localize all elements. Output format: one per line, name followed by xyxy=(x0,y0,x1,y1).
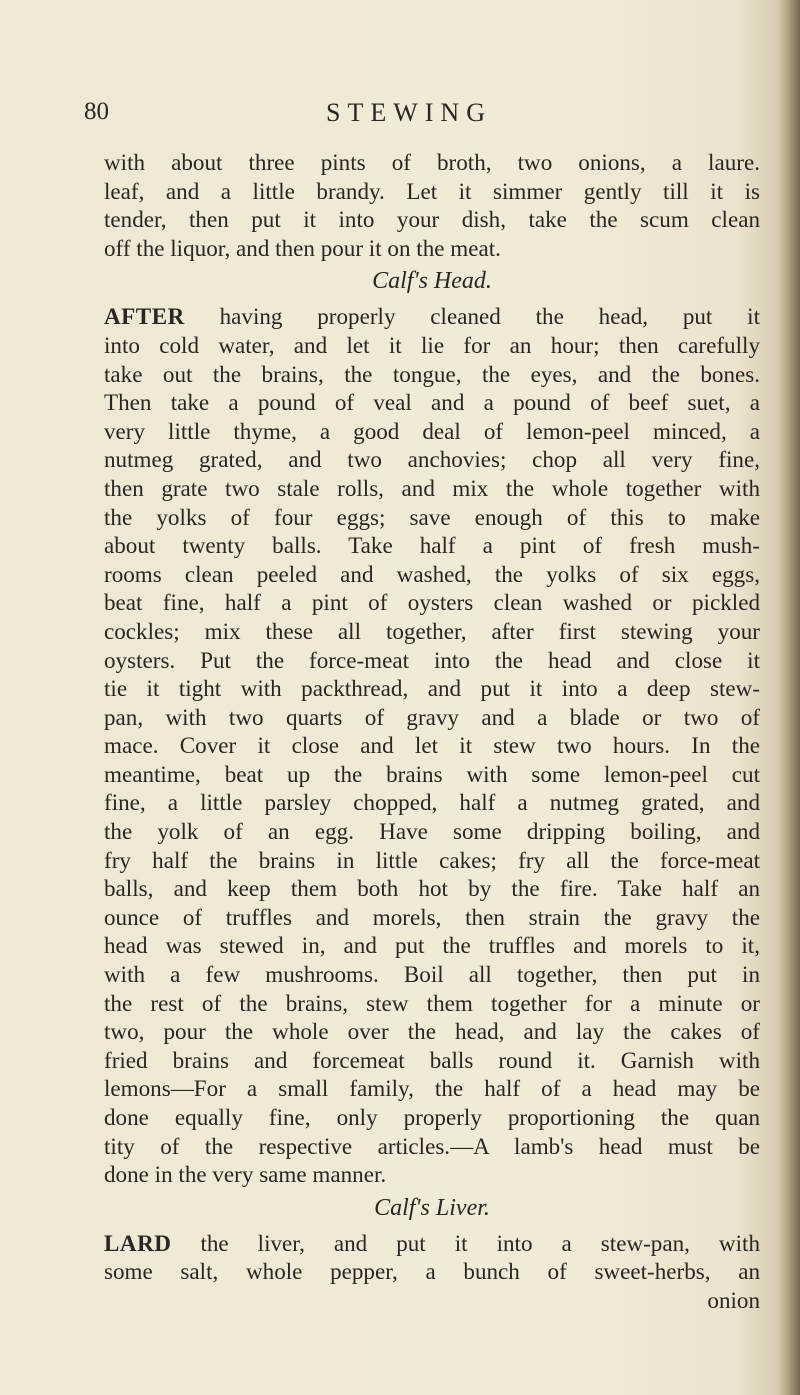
text-line: fry half the brains in little cakes; fry all the force-meat xyxy=(104,846,760,873)
text-line: two, pour the whole over the head, and lay the cakes of xyxy=(104,1018,760,1045)
text-line: into cold water, and let it lie for an hour; then carefully xyxy=(104,331,760,358)
text-line: cockles; mix these all together, after first stewing your xyxy=(104,617,760,644)
text-line: the yolk of an egg. Have some dripping boiling, and xyxy=(104,818,760,845)
text-line: with about three pints of broth, two onions, a laure. xyxy=(104,149,760,175)
text-line: oysters. Put the force-meat into the head and close it xyxy=(104,646,760,673)
text-line: balls, and keep them both hot by the fire. Take half an xyxy=(104,875,760,902)
text-line: rooms clean peeled and washed, the yolks of six eggs, xyxy=(104,560,760,587)
line-text: the liver, and put it into a stew-pan, with xyxy=(171,1229,760,1256)
text-line: Then take a pound of veal and a pound of beef suet, a xyxy=(104,389,760,416)
text-line: then grate two stale rolls, and mix the whole together with xyxy=(104,474,760,501)
body-text xyxy=(104,148,760,1315)
text-line: meantime, beat up the brains with some lemon-peel cut xyxy=(104,760,760,787)
text-line: ounce of truffles and morels, then strain the gravy the xyxy=(104,903,760,930)
text-line: the yolks of four eggs; save enough of this to make xyxy=(104,503,760,530)
running-head: STEWING xyxy=(326,98,492,127)
text-line: tender, then put it into your dish, take the scum clean xyxy=(104,206,760,233)
text-line: lemons—For a small family, the half of a head may be xyxy=(104,1075,760,1102)
text-line: fine, a little parsley chopped, half a nutmeg grated, and xyxy=(104,789,760,816)
paragraph-recipe-end xyxy=(104,148,760,262)
text-line xyxy=(104,1229,760,1258)
initial-word: LARD xyxy=(104,1229,172,1256)
text-line: take out the brains, the tongue, the eyes, and the bones. xyxy=(104,360,760,387)
text-line: beat fine, half a pint of oysters clean washed or pickled xyxy=(104,589,760,616)
text-line: nutmeg grated, and two anchovies; chop all very fine, xyxy=(104,446,760,473)
section-heading-calfs-head: Calf's Head. xyxy=(372,268,492,295)
text-line: with a few mushrooms. Boil all together, then put in xyxy=(104,961,760,988)
text-line: very little thyme, a good deal of lemon-peel minced, a xyxy=(104,417,760,444)
text-line: about twenty balls. Take half a pint of fresh mush- xyxy=(104,532,760,559)
page-edge-shadow xyxy=(778,0,800,1395)
text-line: off the liquor, and then pour it on the meat. xyxy=(104,234,501,261)
section-heading-calfs-liver: Calf's Liver. xyxy=(374,1194,490,1221)
catchword: onion xyxy=(707,1286,760,1313)
text-line: done equally fine, only properly proportioning the quan xyxy=(104,1104,760,1130)
text-line: head was stewed in, and put the truffles and morels to it, xyxy=(104,932,760,959)
text-line: mace. Cover it close and let it stew two hours. In the xyxy=(104,732,760,759)
paragraph-calfs-head xyxy=(104,302,760,1188)
text-line: some salt, whole pepper, a bunch of sweet-herbs, an xyxy=(104,1258,760,1285)
text-line: the rest of the brains, stew them together for a minute or xyxy=(104,989,760,1016)
text-line: fried brains and forcemeat balls round it. Garnish with xyxy=(104,1046,760,1073)
initial-word: AFTER xyxy=(104,303,185,330)
text-line: leaf, and a little brandy. Let it simmer gently till it is xyxy=(104,177,760,204)
paragraph-calfs-liver xyxy=(104,1229,760,1286)
text-line: tie it tight with packthread, and put it into a deep stew- xyxy=(104,675,760,702)
text-line: pan, with two quarts of gravy and a blade or two of xyxy=(104,703,760,730)
page-number: 80 xyxy=(84,98,109,125)
text-line xyxy=(104,302,760,331)
page-header xyxy=(0,98,800,134)
line-text: having properly cleaned the head, put it xyxy=(184,303,760,330)
text-line: tity of the respective articles.—A lamb's head must be xyxy=(104,1132,760,1159)
text-line: done in the very same manner. xyxy=(104,1161,387,1188)
